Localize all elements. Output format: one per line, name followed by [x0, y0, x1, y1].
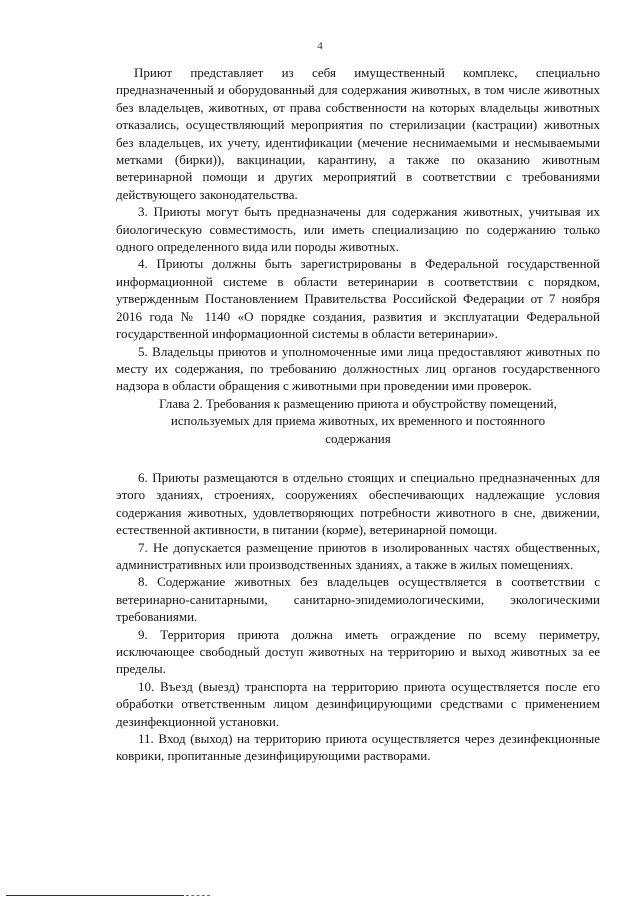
chapter-title-line-3: содержания — [325, 430, 391, 446]
chapter-title-line-2: используемых для приема животных, их временного и постоянного — [170, 413, 546, 429]
paragraph-item-9: 9. Территория приюта должна иметь ограждение по всему периметру, исключающее свободный доступ животных на территорию и выход животных за ее пределы. — [116, 626, 600, 677]
paragraph-shelter-definition: Приют представляет из себя имущественный комплекс, специально предназначенный и оборудованный для содержания животных, в том числе животных без владельцев, животных, от права собственности на которых владельцы животных отказались, осуществляющий мероприятия по стерилизации (кастрации) животных без владельцев, их учету, идентификации (мечение неснимаемыми и несмываемыми метками (бирки)), вакцинации, карантину, а также по оказанию животным ветеринарной помощи и других мероприятий в соответствии с требованиями действующего законодательства. — [116, 65, 600, 202]
paragraph-item-7: 7. Не допускается размещение приютов в изолированных частях общественных, административных или производственных зданиях, а также в жилых помещениях. — [116, 539, 600, 572]
page-number: 4 — [317, 40, 323, 52]
document-body — [116, 64, 600, 765]
chapter-title-line-1: Глава 2. Требования к размещению приюта и обустройству помещений, — [159, 395, 557, 411]
paragraph-item-5: 5. Владельцы приютов и уполномоченные ими лица предоставляют животных по месту их содержания, по требованию должностных лиц органов государственного надзора в области обращения с животными при проведении ими проверок. — [116, 343, 600, 394]
paragraph-item-3: 3. Приюты могут быть предназначены для содержания животных, учитывая их биологическую совместимость, или иметь специализацию по содержанию только одного определенного вида или породы животных. — [116, 204, 600, 255]
chapter-2-heading — [116, 395, 600, 447]
footer-rule — [6, 895, 184, 896]
paragraph-item-11: 11. Вход (выход) на территорию приюта осуществляется через дезинфекционные коврики, пропитанные дезинфицирующими растворами. — [116, 731, 600, 764]
footer-rule-dashed — [186, 895, 210, 896]
paragraph-item-10: 10. Въезд (выезд) транспорта на территорию приюта осуществляется после его обработки ответственным лицом дезинфицирующими средствами с применением дезинфекционной установки. — [116, 678, 600, 729]
paragraph-item-6: 6. Приюты размещаются в отдельно стоящих и специально предназначенных для этого зданиях, строениях, сооружениях обеспечивающих надлежащие условия содержания животных, удовлетворяющих потребности животного в сне, движении, естественной активности, в питании (корме), ветеринарной помощи. — [116, 469, 600, 538]
paragraph-item-8: 8. Содержание животных без владельцев осуществляется в соответствии с ветеринарно-санитарными, санитарно-эпидемиологическими, экологическими требованиями. — [116, 574, 600, 625]
paragraph-item-4: 4. Приюты должны быть зарегистрированы в Федеральной государственной информационной системе в области ветеринарии в соответствии с порядком, утвержденным Постановлением Правительства Российской Федерации от 7 ноября 2016 года № 1140 «О порядке создания, развития и эксплуатации Федеральной государственной информационной системы в области ветеринарии». — [116, 256, 600, 342]
